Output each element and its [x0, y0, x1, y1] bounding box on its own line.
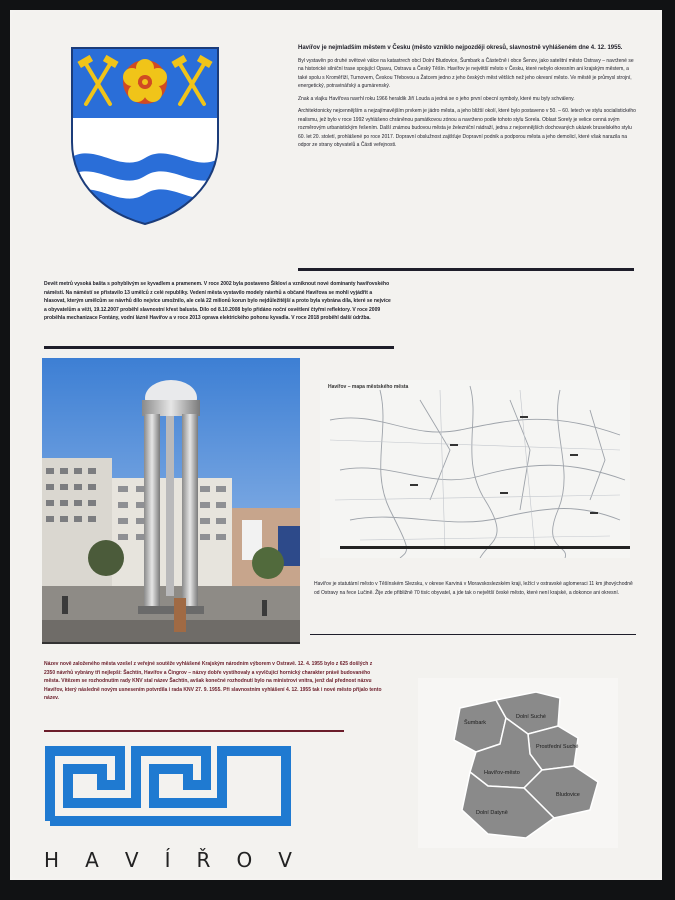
intro-text-block: [298, 44, 636, 154]
history-divider: [44, 346, 394, 349]
city-street-map: [320, 380, 630, 558]
wordmark-letter: V: [124, 848, 141, 872]
district-label-havirov-mesto: Havířov-město: [484, 770, 520, 776]
document-page: [10, 10, 662, 880]
intro-paragraph-2: Znak a vlajku Havířova navrhl roku 1966 heraldik Jiří Louda a jedná se o jeho první obecní symboly, které mu byly schváleny.: [298, 95, 575, 102]
wordmark-letter: H: [44, 848, 62, 872]
location-paragraph: Havířov je statutární město v Těšínském Slezsku, v okrese Karviná v Moravskoslezském kraji, ležící v ostravské aglomeraci 11 km jihovýchodně od Ostravy na řece Lučině. Žije zde přibližně 70 tisíc obyvatel, a jde tak o největší české město, které není krajské, a dokonce ani okresní.: [314, 581, 633, 596]
wordmark-letter: A: [85, 848, 101, 872]
wordmark-letter: V: [278, 848, 294, 872]
havirov-logo-icon: [44, 745, 292, 827]
map-title: Havířov – mapa městského města: [328, 384, 409, 390]
fountain-photo: [42, 358, 300, 644]
naming-divider: [44, 730, 344, 732]
intro-paragraph-3: Architektonicky nejcennějším a nejzajímavějším prvkem je jádro města, a jeho bližší okolí, které bylo postaveno v 50. – 60. letech ve stylu socialistického realismu, jež bylo v roce 1992 vyhlášeno chráněnou památkovou zónou a navrženo podle tohoto stylu Sorela. Oblast Sorely je velice cenná svým rozměrovým urbanistickým řešením. Další známou budovou města je železniční nádraží, jedna z nejcennějších dochovaných ukázek bruselského stylu 60. let 20. století, prohlášené po roce 2017. Dopravní obslužnost zajišťuje Dopravní podnik a podporou města a jeho demolicí, které však narazila na odpor ze strany obyvatelů a Části veřejnosti.: [298, 108, 636, 148]
district-label-sumbark: Šumbark: [464, 720, 487, 726]
district-label-bludovice: Bludovice: [556, 792, 580, 798]
district-label-dolni-datyne: Dolní Datyně: [476, 810, 508, 816]
naming-paragraph: Název nově založeného města vzešel z veřejné soutěže vyhlášené Krajským národním výborem v Ostravě. 12. 4. 1955 bylo z 625 došlých z 2350 návrhů vybrány tři nejlepší: Šachtín, Havířov a Čingrov – názvy dobře vystihovaly a vyvlčující hornický charakter právě budovaného města. Vítězem se rozhodnutím rady KNV stal název Šachtín, avšak konečné rozhodnutí bylo na ministrovi vnitra, jenž dal přednost názvu Havířov, který následně novým usnesením potvrdila i rada KNV 27. 9. 1955. Při slavnostním vyhlášení 4. 12. 1955 tak i nové město přijalo tento název.: [44, 661, 382, 701]
intro-title: Havířov je nejmladším městem v Česku (město vzniklo nejpozději okresů, slavnostně vyhlášeném dne 4. 12. 1955.: [298, 45, 623, 51]
location-divider: [310, 634, 636, 635]
history-paragraph: Devět metrů vysoká bašta s pohyblivým se kyvadlem a pramenem. V roce 2002 byla postaveno Šikloví a vzniknout nové dominanty havířovského náměstí. Na náměstí se přistavilo 13 umělců z celé republiky. Vedení města vystavilo modely návrhů a občané Havířova se mohli vyjádřit a hlasovat, kterým umělcům se návrhů dílo nejvíce umožnilo, ale celá 22 milionů korun bylo nejdůležitější a proto byla vybrána díla, které se nejvíce a obyvatelům a věži, 19.12.2007 proběhl slavnostní křest balusta. Dílo od 8.10.2008 bylo přidáno noční osvětlení čtyřmi reflektory. V roce 2009 proběhla mechanizace Fontány, vodní lázně Havířov a v roce 2013 oprava elektrického pohonu kyvadla. V roce 2018 proběhl další údržba.: [44, 281, 391, 321]
district-label-prostredni-suche: Prostřední Suché: [536, 744, 579, 750]
intro-paragraph-1: Byl vystavěn po druhé světové válce na katastrech obcí Dolní Bludovice, Šumbark a Částečně i obce Šenov, jako satelitní město Ostravy – navržené se na historické silniční trase spojující Opavu, Ostravu a Český Těšín. Havířov je největší město v Česku, které nebylo okresním ani krajským městem, a také spolu s Kroměříží, Turnovem, Českou Třebovou a Žatcem jedno z jeho českých měst větších než jeho okresní město. Ve městě je průmysl strojní, energetický, potravinářský a gumárenský.: [298, 57, 634, 89]
city-districts-map: [418, 678, 618, 848]
coat-of-arms-icon: [70, 46, 220, 226]
naming-text-block: [44, 660, 384, 707]
history-text-block: [44, 280, 392, 327]
location-text-block: [314, 580, 634, 601]
district-label-dolni-suche: Dolní Suché: [516, 714, 546, 720]
wordmark-letter: Ř: [196, 848, 213, 872]
wordmark-letter: O: [236, 848, 255, 872]
intro-divider: [298, 268, 634, 271]
havirov-wordmark: [44, 848, 294, 872]
wordmark-letter: Í: [164, 848, 173, 872]
